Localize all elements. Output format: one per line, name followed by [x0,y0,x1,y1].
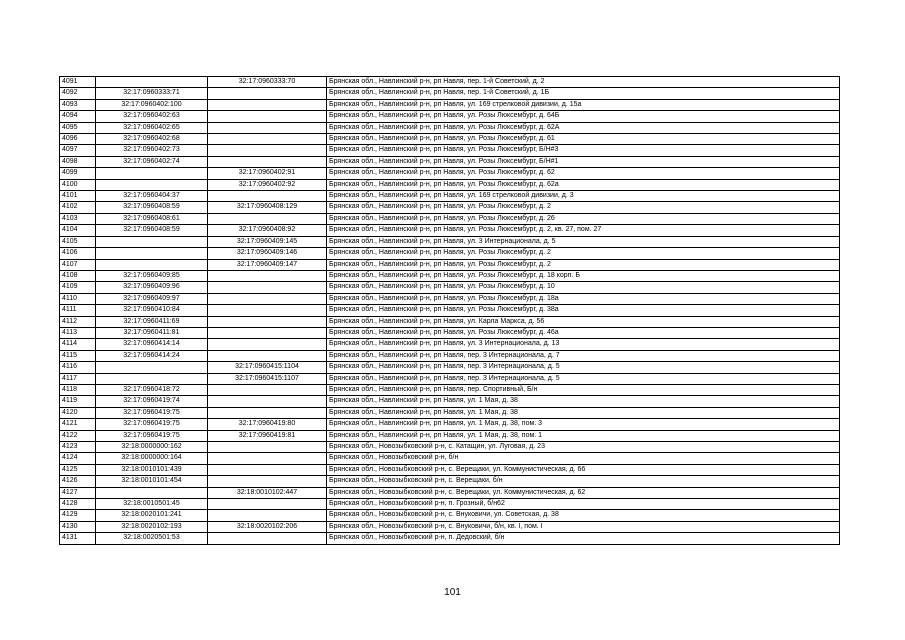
related-cadastral-number-cell [208,407,327,418]
cadastral-number-cell: 32:17:0960409:97 [96,293,208,304]
row-number-cell: 4131 [60,533,96,544]
cadastral-number-cell: 32:17:0960411:69 [96,316,208,327]
row-number-cell: 4116 [60,362,96,373]
related-cadastral-number-cell [208,122,327,133]
related-cadastral-number-cell: 32:17:0960333:70 [208,77,327,88]
cadastral-number-cell: 32:17:0960419:75 [96,430,208,441]
row-number-cell: 4124 [60,453,96,464]
cadastral-number-cell: 32:17:0960404:37 [96,191,208,202]
related-cadastral-number-cell [208,282,327,293]
related-cadastral-number-cell: 32:18:0020102:206 [208,521,327,532]
row-number-cell: 4096 [60,134,96,145]
row-number-cell: 4118 [60,384,96,395]
related-cadastral-number-cell: 32:17:0960408:92 [208,225,327,236]
cadastral-number-cell [96,362,208,373]
cadastral-number-cell [96,259,208,270]
related-cadastral-number-cell [208,145,327,156]
table-row [60,350,840,361]
table-row [60,453,840,464]
page-number: 101 [444,587,461,598]
cadastral-number-cell: 32:17:0960411:81 [96,327,208,338]
cadastral-number-cell: 32:17:0960402:65 [96,122,208,133]
address-cell: Брянская обл., Навлинский р-н, рп Навля, ул. Розы Люксембург, д. 64Б [327,111,840,122]
related-cadastral-number-cell [208,476,327,487]
cadastral-number-cell [96,236,208,247]
address-cell: Брянская обл., Навлинский р-н, рп Навля, ул. Розы Люксембург, д. 62 [327,168,840,179]
address-cell: Брянская обл., Навлинский р-н, рп Навля, ул. Розы Люксембург, д. 10 [327,282,840,293]
table-row [60,99,840,110]
address-cell: Брянская обл., Навлинский р-н, рп Навля, ул. Розы Люксембург, Б/Н#3 [327,145,840,156]
cadastral-number-cell [96,487,208,498]
related-cadastral-number-cell: 32:17:0960409:147 [208,259,327,270]
table-row [60,213,840,224]
cadastral-number-cell [96,373,208,384]
cadastral-number-cell: 32:17:0960408:59 [96,225,208,236]
related-cadastral-number-cell: 32:17:0960419:81 [208,430,327,441]
table-row [60,145,840,156]
address-cell: Брянская обл., Навлинский р-н, рп Навля, ул. 1 Мая, д. 38, пом. 1 [327,430,840,441]
cadastral-number-cell: 32:17:0960333:71 [96,88,208,99]
cadastral-number-cell: 32:17:0960419:75 [96,419,208,430]
table-row [60,476,840,487]
register-table-body [60,77,840,545]
related-cadastral-number-cell [208,213,327,224]
row-number-cell: 4120 [60,407,96,418]
address-cell: Брянская обл., Навлинский р-н, рп Навля, ул. Розы Люксембург, д. 62А [327,122,840,133]
table-row [60,248,840,259]
address-cell: Брянская обл., Навлинский р-н, рп Навля, ул. 3 Интернационала, д. 5 [327,236,840,247]
row-number-cell: 4108 [60,270,96,281]
table-row [60,270,840,281]
cadastral-number-cell: 32:17:0960402:68 [96,134,208,145]
related-cadastral-number-cell [208,270,327,281]
related-cadastral-number-cell: 32:17:0960409:145 [208,236,327,247]
address-cell: Брянская обл., Навлинский р-н, рп Навля, пер. 3 Интернационала, д. 5 [327,362,840,373]
cadastral-number-cell: 32:17:0960410:84 [96,305,208,316]
related-cadastral-number-cell: 32:18:0010102:447 [208,487,327,498]
address-cell: Брянская обл., Навлинский р-н, рп Навля, ул. Розы Люксембург, Б/Н#1 [327,156,840,167]
table-row [60,464,840,475]
related-cadastral-number-cell [208,339,327,350]
cadastral-number-cell [96,77,208,88]
cadastral-number-cell: 32:17:0960419:75 [96,407,208,418]
address-cell: Брянская обл., Навлинский р-н, рп Навля, пер. Спортивный, Б/н [327,384,840,395]
related-cadastral-number-cell: 32:17:0960402:92 [208,179,327,190]
table-row [60,419,840,430]
table-row [60,202,840,213]
row-number-cell: 4130 [60,521,96,532]
address-cell: Брянская обл., Навлинский р-н, рп Навля, ул. Карла Маркса, д. 56 [327,316,840,327]
related-cadastral-number-cell [208,293,327,304]
cadastral-number-cell: 32:17:0960419:74 [96,396,208,407]
related-cadastral-number-cell: 32:17:0960408:129 [208,202,327,213]
related-cadastral-number-cell [208,384,327,395]
row-number-cell: 4123 [60,442,96,453]
table-row [60,225,840,236]
table-row [60,77,840,88]
address-cell: Брянская обл., Навлинский р-н, рп Навля, пер. 1-й Советский, д. 2 [327,77,840,88]
cadastral-number-cell: 32:17:0960409:85 [96,270,208,281]
address-cell: Брянская обл., Навлинский р-н, рп Навля, ул. Розы Люксембург, д. 26 [327,213,840,224]
related-cadastral-number-cell [208,156,327,167]
cadastral-number-cell: 32:18:0010501:45 [96,499,208,510]
address-cell: Брянская обл., Навлинский р-н, рп Навля, ул. Розы Люксембург, д. 2 [327,248,840,259]
cadastral-number-cell [96,248,208,259]
register-table [59,76,840,545]
cadastral-number-cell: 32:17:0960402:74 [96,156,208,167]
related-cadastral-number-cell [208,453,327,464]
address-cell: Брянская обл., Навлинский р-н, рп Навля, ул. 169 стрелковой дивизии, д. 15а [327,99,840,110]
cadastral-number-cell: 32:18:0020102:193 [96,521,208,532]
cadastral-number-cell: 32:18:0020101:241 [96,510,208,521]
address-cell: Брянская обл., Навлинский р-н, рп Навля, ул. 169 стрелковой дивизии, д. 3 [327,191,840,202]
table-row [60,521,840,532]
related-cadastral-number-cell [208,111,327,122]
address-cell: Брянская обл., Новозыбковский р-н, с. Внуковичи, ул. Советская, д. 38 [327,510,840,521]
address-cell: Брянская обл., Навлинский р-н, рп Навля, ул. 3 Интернационала, д. 13 [327,339,840,350]
related-cadastral-number-cell [208,191,327,202]
table-row [60,316,840,327]
cadastral-number-cell [96,179,208,190]
address-cell: Брянская обл., Навлинский р-н, рп Навля, ул. 1 Мая, д. 38, пом. 3 [327,419,840,430]
cadastral-number-cell: 32:18:0010101:454 [96,476,208,487]
related-cadastral-number-cell [208,350,327,361]
address-cell: Брянская обл., Навлинский р-н, рп Навля, пер. 3 Интернационала, д. 5 [327,373,840,384]
row-number-cell: 4093 [60,99,96,110]
related-cadastral-number-cell [208,499,327,510]
address-cell: Брянская обл., Навлинский р-н, рп Навля, ул. Розы Люксембург, д. 38а [327,305,840,316]
related-cadastral-number-cell [208,88,327,99]
row-number-cell: 4092 [60,88,96,99]
cadastral-number-cell: 32:17:0960402:100 [96,99,208,110]
address-cell: Брянская обл., Навлинский р-н, рп Навля, ул. Розы Люксембург, д. 18а [327,293,840,304]
related-cadastral-number-cell: 32:17:0960402:91 [208,168,327,179]
address-cell: Брянская обл., Новозыбковский р-н, с. Катащин, ул. Луговая, д. 23 [327,442,840,453]
row-number-cell: 4121 [60,419,96,430]
address-cell: Брянская обл., Навлинский р-н, рп Навля, ул. Розы Люксембург, д. 62а [327,179,840,190]
row-number-cell: 4099 [60,168,96,179]
related-cadastral-number-cell [208,316,327,327]
table-row [60,327,840,338]
row-number-cell: 4100 [60,179,96,190]
row-number-cell: 4101 [60,191,96,202]
related-cadastral-number-cell [208,510,327,521]
address-cell: Брянская обл., Новозыбковский р-н, п. Грозный, б/н62 [327,499,840,510]
related-cadastral-number-cell [208,99,327,110]
table-row [60,442,840,453]
cadastral-number-cell: 32:17:0960402:63 [96,111,208,122]
address-cell: Брянская обл., Новозыбковский р-н, с. Верещаки, ул. Коммунистическая, д. 62 [327,487,840,498]
table-row [60,168,840,179]
address-cell: Брянская обл., Навлинский р-н, рп Навля, ул. Розы Люксембург, д. 18 корп. Б [327,270,840,281]
related-cadastral-number-cell [208,533,327,544]
row-number-cell: 4127 [60,487,96,498]
cadastral-number-cell: 32:18:0020501:53 [96,533,208,544]
table-row [60,293,840,304]
cadastral-number-cell: 32:18:0000000:164 [96,453,208,464]
table-row [60,111,840,122]
cadastral-number-cell: 32:18:0010101:439 [96,464,208,475]
cadastral-number-cell: 32:17:0960409:96 [96,282,208,293]
table-row [60,122,840,133]
row-number-cell: 4098 [60,156,96,167]
table-row [60,259,840,270]
related-cadastral-number-cell: 32:17:0960419:80 [208,419,327,430]
table-row [60,510,840,521]
table-row [60,373,840,384]
cadastral-number-cell [96,168,208,179]
cadastral-number-cell: 32:17:0960408:61 [96,213,208,224]
row-number-cell: 4119 [60,396,96,407]
related-cadastral-number-cell [208,327,327,338]
row-number-cell: 4126 [60,476,96,487]
table-row [60,134,840,145]
cadastral-number-cell: 32:17:0960414:24 [96,350,208,361]
table-row [60,282,840,293]
row-number-cell: 4091 [60,77,96,88]
related-cadastral-number-cell [208,305,327,316]
row-number-cell: 4106 [60,248,96,259]
related-cadastral-number-cell [208,442,327,453]
row-number-cell: 4111 [60,305,96,316]
related-cadastral-number-cell [208,134,327,145]
table-row [60,430,840,441]
cadastral-number-cell: 32:17:0960418:72 [96,384,208,395]
table-row [60,339,840,350]
row-number-cell: 4128 [60,499,96,510]
table-row [60,362,840,373]
address-cell: Брянская обл., Новозыбковский р-н, б/н [327,453,840,464]
row-number-cell: 4103 [60,213,96,224]
address-cell: Брянская обл., Навлинский р-н, рп Навля, ул. Розы Люксембург, д. 46а [327,327,840,338]
row-number-cell: 4102 [60,202,96,213]
address-cell: Брянская обл., Навлинский р-н, рп Навля, ул. Розы Люксембург, д. 61 [327,134,840,145]
table-row [60,487,840,498]
address-cell: Брянская обл., Навлинский р-н, рп Навля, ул. Розы Люксембург, д. 2, кв. 27, пом. 27 [327,225,840,236]
address-cell: Брянская обл., Новозыбковский р-н, с. Верещаки, б/н [327,476,840,487]
row-number-cell: 4107 [60,259,96,270]
row-number-cell: 4114 [60,339,96,350]
row-number-cell: 4095 [60,122,96,133]
address-cell: Брянская обл., Навлинский р-н, рп Навля, пер. 1-й Советский, д. 1Б [327,88,840,99]
row-number-cell: 4125 [60,464,96,475]
cadastral-number-cell: 32:17:0960414:14 [96,339,208,350]
related-cadastral-number-cell: 32:17:0960409:146 [208,248,327,259]
related-cadastral-number-cell: 32:17:0960415:1107 [208,373,327,384]
address-cell: Брянская обл., Новозыбковский р-н, с. Внуковичи, б/н, кв. I, пом. I [327,521,840,532]
row-number-cell: 4110 [60,293,96,304]
row-number-cell: 4112 [60,316,96,327]
table-row [60,533,840,544]
row-number-cell: 4113 [60,327,96,338]
table-row [60,156,840,167]
row-number-cell: 4122 [60,430,96,441]
row-number-cell: 4117 [60,373,96,384]
cadastral-number-cell: 32:17:0960402:73 [96,145,208,156]
related-cadastral-number-cell [208,464,327,475]
cadastral-number-cell: 32:18:0000000:162 [96,442,208,453]
row-number-cell: 4094 [60,111,96,122]
row-number-cell: 4115 [60,350,96,361]
cadastral-number-cell: 32:17:0960408:59 [96,202,208,213]
address-cell: Брянская обл., Навлинский р-н, рп Навля, пер. 3 Интернационала, д. 7 [327,350,840,361]
table-row [60,407,840,418]
address-cell: Брянская обл., Новозыбковский р-н, п. Дедовский, б/н [327,533,840,544]
table-row [60,88,840,99]
table-row [60,191,840,202]
row-number-cell: 4105 [60,236,96,247]
row-number-cell: 4104 [60,225,96,236]
table-row [60,236,840,247]
related-cadastral-number-cell [208,396,327,407]
row-number-cell: 4129 [60,510,96,521]
table-row [60,179,840,190]
related-cadastral-number-cell: 32:17:0960415:1104 [208,362,327,373]
table-row [60,384,840,395]
row-number-cell: 4109 [60,282,96,293]
address-cell: Брянская обл., Навлинский р-н, рп Навля, ул. Розы Люксембург, д. 2 [327,202,840,213]
address-cell: Брянская обл., Навлинский р-н, рп Навля, ул. 1 Мая, д. 38 [327,407,840,418]
table-row [60,305,840,316]
table-row [60,499,840,510]
address-cell: Брянская обл., Новозыбковский р-н, с. Верещаки, ул. Коммунистическая, д. 66 [327,464,840,475]
row-number-cell: 4097 [60,145,96,156]
table-row [60,396,840,407]
address-cell: Брянская обл., Навлинский р-н, рп Навля, ул. Розы Люксембург, д. 2 [327,259,840,270]
address-cell: Брянская обл., Навлинский р-н, рп Навля, ул. 1 Мая, д. 38 [327,396,840,407]
